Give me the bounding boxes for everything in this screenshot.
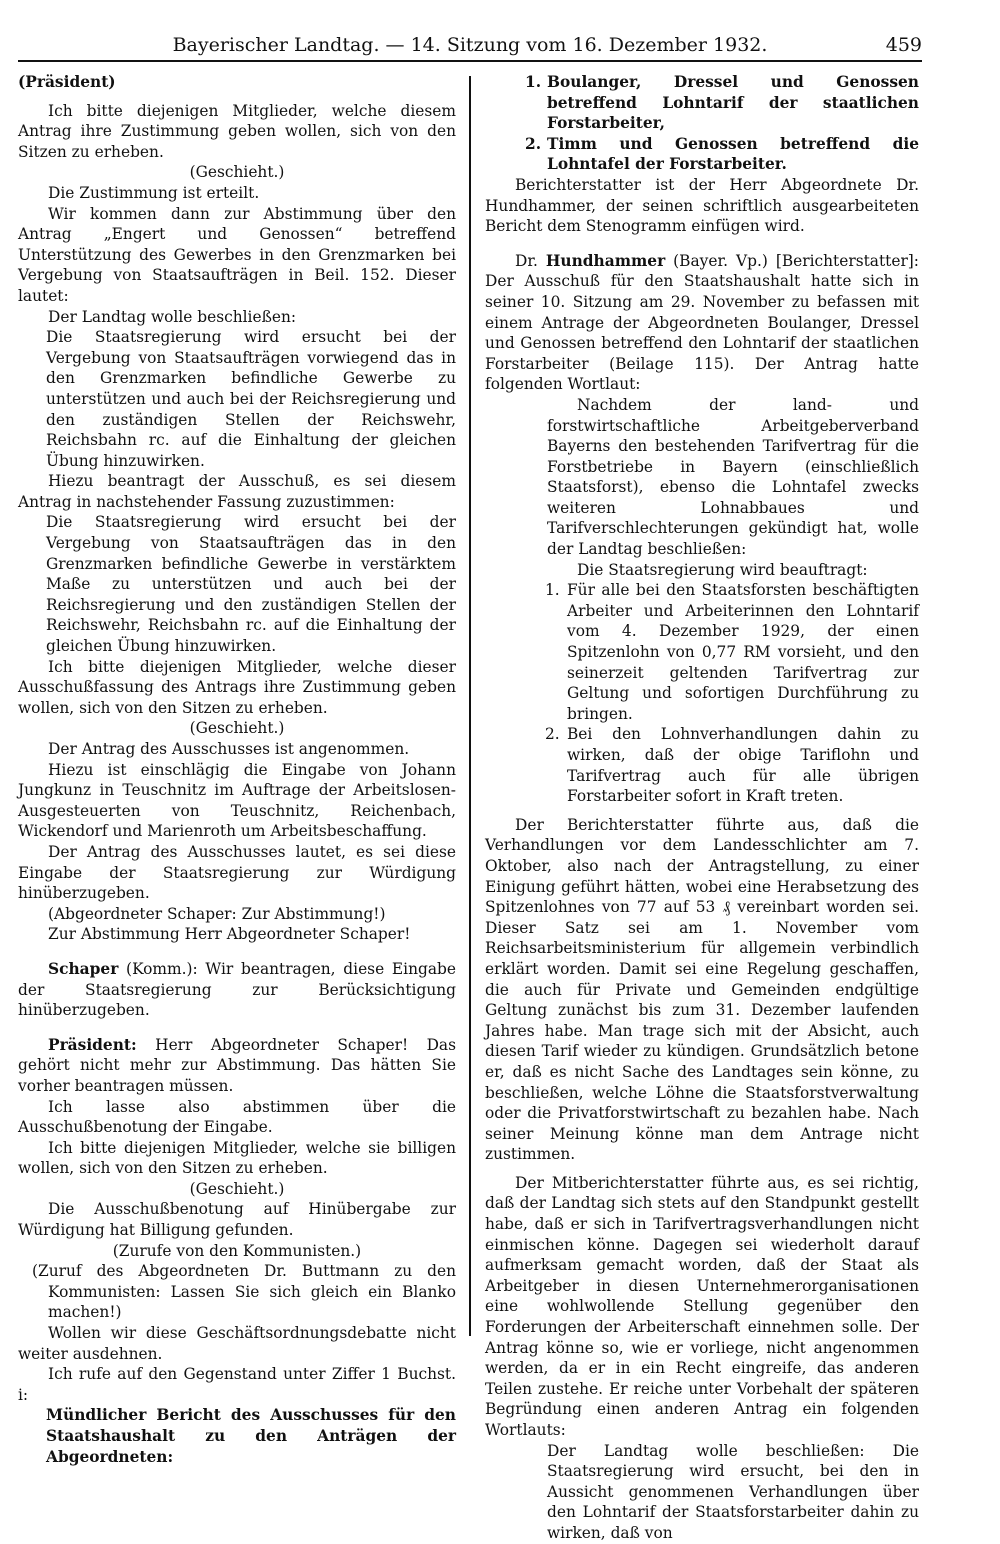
quoted-motion: Nachdem der land- und forstwirtschaftliche Arbeitgeberverband Bayerns den bestehenden Tarifvertrag für die Forstbetriebe in Bayern (einschließlich Staatsforst), ebenso die Lohntafel zwecks weiteren Lohnabbaues und Tarifverschlechterungen gekündigt hat, wolle der Landtag beschließen: [547, 395, 919, 559]
stage-direction: (Zurufe von den Kommunisten.) [112, 1241, 362, 1260]
paragraph: Ich lasse also abstimmen über die Ausschußbenotung der Eingabe. [18, 1097, 456, 1137]
paragraph: Ich bitte diejenigen Mitglieder, welche dieser Ausschußfassung des Antrags ihre Zustimmung geben wollen, sich von den Sitzen zu erheben. [18, 657, 456, 717]
interjection: (Zuruf des Abgeordneten Dr. Buttmann zu den Kommunisten: Lassen Sie sich gleich ein Blanko machen!) [32, 1262, 456, 1322]
stage-direction: (Geschieht.) [189, 719, 285, 738]
quoted-motion: Die Staatsregierung wird ersucht bei der Vergebung von Staatsaufträgen vorwiegend das in den Grenzmarken befindliche Gewerbe zu unterstützen und auch bei der Reichsregierung und den zuständigen Stellen der Reichswehr, Reichsbahn rc. auf die Einhaltung der gleichen Übung hinzuwirken. [46, 328, 456, 470]
item-text: Für alle bei den Staatsforsten beschäftigten Arbeiter und Arbeiterinnen den Lohntarif vom 4. Dezember 1929, der einen Spitzenlohn von 0,77 RM vorsieht, und den seinerzeit geltenden Tarifvertrag zur Geltung und sofortigen Durchführung zu bringen. [567, 581, 919, 723]
heading-text: Boulanger, Dressel und Genossen betreffend Lohntarif der staatlichen Forstarbeiter, [547, 73, 919, 133]
stage-direction: (Geschieht.) [189, 1179, 285, 1198]
item-text: Bei den Lohnverhandlungen dahin zu wirken, daß der obige Tariflohn und Tarifvertrag auch für alle übrigen Forstarbeiter sofort in Kraft treten. [567, 725, 919, 806]
speech-text: Herr Abgeordneter Schaper! Das gehört nicht mehr zur Abstimmung. Das hätten Sie vorher beantragen müssen. [18, 1035, 456, 1095]
paragraph: Ich bitte diejenigen Mitglieder, welche diesem Antrag ihre Zustimmung geben wollen, sich von den Sitzen zu erheben. [18, 101, 456, 161]
paragraph: Berichterstatter ist der Herr Abgeordnete Dr. Hundhammer, der seinen schriftlich ausgearbeiteten Bericht dem Stenogramm einfügen wird. [485, 175, 919, 236]
speaker-name: Hundhammer [545, 251, 666, 270]
paragraph: Zur Abstimmung Herr Abgeordneter Schaper! [48, 925, 411, 944]
page-number: 459 [885, 34, 922, 56]
paragraph: Der Antrag des Ausschusses lautet, es sei diese Eingabe der Staatsregierung zur Würdigung hinüberzugeben. [18, 842, 456, 903]
left-column [18, 72, 456, 1467]
motion-heading-1 [485, 72, 919, 134]
speech-hundhammer [485, 251, 919, 395]
quoted-motion: Der Landtag wolle beschließen: Die Staatsregierung wird ersucht, bei den in Aussicht genommenen Verhandlungen über den Lohntarif der Staatsforstarbeiter dahin zu wirken, daß von [547, 1441, 919, 1542]
heading-number: 1. [525, 73, 542, 91]
page-header [18, 30, 922, 62]
speaker-name: Schaper [48, 959, 119, 978]
speech-praesident [18, 1035, 456, 1097]
agenda-item-title: Mündlicher Bericht des Ausschusses für den Staatshaushalt zu den Anträgen der Abgeordneten: [46, 1406, 456, 1466]
speech-text: (Komm.): Wir beantragen, diese Eingabe der Staatsregierung zur Berücksichtigung hinüberzugeben. [18, 959, 456, 1020]
right-column [485, 72, 919, 1544]
paragraph: Ich rufe auf den Gegenstand unter Ziffer 1 Buchst. i: [18, 1365, 456, 1404]
paragraph: Wir kommen dann zur Abstimmung über den Antrag „Engert und Genossen“ betreffend Unterstützung des Gewerbes in den Grenzmarken bei Vergebung von Staatsaufträgen in Beil. 152. Dieser lautet: [18, 204, 456, 305]
heading-number: 2. [525, 134, 542, 153]
paragraph: Hiezu beantragt der Ausschuß, es sei diesem Antrag in nachstehender Fassung zuzustimmen: [18, 472, 456, 511]
paragraph: Der Berichterstatter führte aus, daß die Verhandlungen vor dem Landesschlichter am 7. Oktober, also nach der Antragstellung, zu einer Einigung geführt hätten, wobei eine Herabsetzung des Spitzenlohnes von 77 auf 53 ₰ vereinbart worden sei. Dieser Satz sei am 1. November vom Reichsarbeitsministerium für allgemein verbindlich erklärt worden. Damit sei eine Regelung geschaffen, die auch für Private und Gemeinden endgültige Geltung zunächst bis zum 31. Dezember laufenden Jahres habe. Man trage sich mit der Absicht, auch diesen Tarif wieder zu kündigen. Grundsätzlich betone er, daß es nicht Sache des Landtages sein könne, zu beschließen, welche Löhne die Staatsforstverwaltung oder die Privatforstwirtschaft zu bezahlen habe. Nach seiner Meinung könne man dem Antrage nicht zustimmen. [485, 815, 919, 1164]
speech-schaper [18, 959, 456, 1021]
motion-item-1 [485, 580, 919, 724]
running-title: Bayerischer Landtag. — 14. Sitzung vom 16. Dezember 1932. [172, 34, 768, 56]
quoted-motion: Die Staatsregierung wird ersucht bei der Vergebung von Staatsaufträgen das in den Grenzmarken befindliche Gewerbe in verstärktem Maße zu unterstützen und auch bei der Reichsregierung und den zuständigen Stellen der Reichswehr, Reichsbahn rc. auf die Einhaltung der gleichen Übung hinzuwirken. [46, 513, 456, 656]
speaker-tag: (Präsident) [18, 73, 116, 91]
paragraph: Ich bitte diejenigen Mitglieder, welche sie billigen wollen, sich von den Sitzen zu erheben. [18, 1138, 456, 1178]
speaker-prefix: Dr. [515, 251, 546, 270]
paragraph: Der Antrag des Ausschusses ist angenommen. [48, 740, 410, 758]
item-number: 2. [545, 725, 560, 744]
item-number: 1. [545, 581, 560, 600]
heading-text: Timm und Genossen betreffend die Lohntafel der Forstarbeiter. [547, 134, 919, 174]
paragraph: Der Landtag wolle beschließen: [48, 307, 297, 326]
paragraph: Hiezu ist einschlägig die Eingabe von Johann Jungkunz in Teuschnitz im Auftrage der Arbeitslosen-Ausgesteuerten von Teuschnitz, Reichenbach, Wickendorf und Marienroth um Arbeitsbeschaffung. [18, 760, 456, 841]
paragraph: Der Mitberichterstatter führte aus, es sei richtig, daß der Landtag sich stets auf den Standpunkt gestellt habe, daß er sich in Tarifvertragsverhandlungen nicht einmischen könne. Dagegen sei wiederholt darauf aufmerksam gemacht worden, daß der Staat als Arbeitgeber in diesen Unternehmerorganisationen eine wohlwollende Stellung gegenüber den Forderungen der Arbeiterschaft einnehmen solle. Der Antrag könne so, wie er vorliege, nicht angenommen werden, da er in ein Recht eingreife, das anderen Teilen zustehe. Er reiche unter Vorbehalt der späteren Begründung einen anderen Antrag ein folgenden Wortlauts: [485, 1173, 919, 1439]
speech-text: (Bayer. Vp.) [Berichterstatter]: Der Ausschuß für den Staatshaushalt hatte sich in seiner 10. Sitzung am 29. November zu befassen mit einem Antrage der Abgeordneten Boulanger, Dressel und Genossen betreffend den Lohntarif der staatlichen Forstarbeiter (Beilage 115). Der Antrag hatte folgenden Wortlaut: [485, 251, 919, 394]
paragraph: Die Ausschußbenotung auf Hinübergabe zur Würdigung hat Billigung gefunden. [18, 1200, 456, 1240]
motion-heading-2 [485, 134, 919, 175]
quoted-motion: Die Staatsregierung wird beauftragt: [577, 560, 868, 579]
column-divider [469, 76, 471, 1336]
stage-direction: (Geschieht.) [189, 163, 285, 182]
paragraph: Wollen wir diese Geschäftsordnungsdebatte nicht weiter ausdehnen. [18, 1324, 456, 1363]
paragraph: Die Zustimmung ist erteilt. [48, 183, 260, 202]
speaker-name: Präsident: [48, 1035, 137, 1054]
motion-item-2 [485, 724, 919, 806]
interjection: (Abgeordneter Schaper: Zur Abstimmung!) [48, 904, 386, 923]
